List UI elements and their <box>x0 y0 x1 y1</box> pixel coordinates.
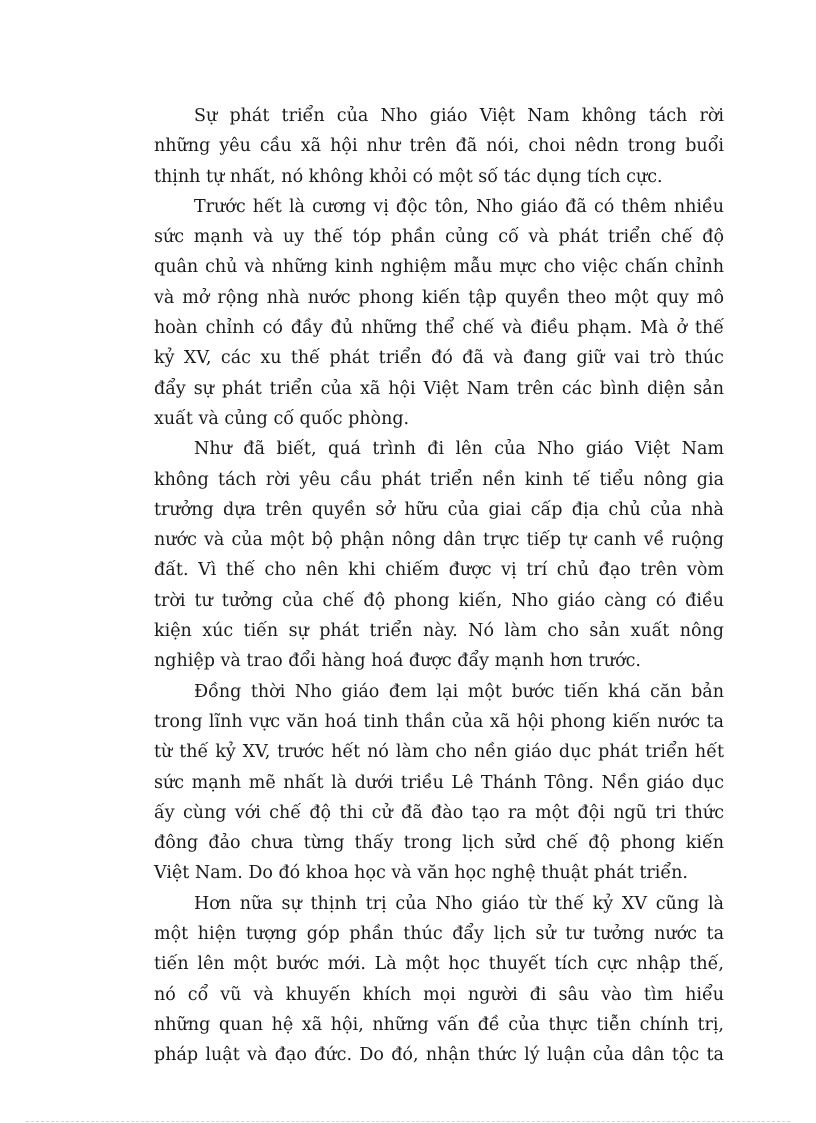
text-line: hoàn chỉnh có đầy đủ những thể chế và điều phạm. Mà ở thế <box>154 318 724 339</box>
paragraph-5 <box>154 889 724 1071</box>
text-line: pháp luật và đạo đức. Do đó, nhận thức lý luận của dân tộc ta <box>154 1045 724 1066</box>
paragraph-1 <box>154 101 724 192</box>
text-line: Việt Nam. Do đó khoa học và văn học nghệ thuật phát triển. <box>154 863 688 884</box>
text-line: ấy cùng với chế độ thi cử đã đào tạo ra một đội ngũ tri thức <box>154 802 724 823</box>
text-line: những quan hệ xã hội, những vấn đề của thực tiễn chính trị, <box>154 1014 724 1035</box>
text-line: và mở rộng nhà nước phong kiến tập quyền theo một quy mô <box>154 287 724 308</box>
text-line: sức mạnh và uy thế tóp phần củng cố và phát triển chế độ <box>154 227 724 248</box>
text-line: đất. Vì thế cho nên khi chiếm được vị trí chủ đạo trên vòm <box>154 560 724 581</box>
text-line: đẩy sự phát triển của xã hội Việt Nam trên các bình diện sản <box>154 378 724 399</box>
text-line: nghiệp và trao đổi hàng hoá được đẩy mạnh hơn trước. <box>154 651 641 672</box>
paragraph-3 <box>154 434 724 676</box>
text-line: tiến lên một bước mới. Là một học thuyết tích cực nhập thế, <box>154 954 724 975</box>
text-line: từ thế kỷ XV, trước hết nó làm cho nền giáo dục phát triển hết <box>154 742 724 763</box>
text-line: thịnh tự nhất, nó không khỏi có một số tác dụng tích cực. <box>154 166 663 187</box>
text-line: kỷ XV, các xu thế phát triển đó đã và đang giữ vai trò thúc <box>154 348 724 369</box>
page-bottom-border <box>26 1121 790 1122</box>
paragraph-2 <box>154 192 724 434</box>
text-line: trong lĩnh vực văn hoá tinh thần của xã hội phong kiến nước ta <box>154 711 724 732</box>
text-line: xuất và củng cố quốc phòng. <box>154 408 410 429</box>
text-line: Đồng thời Nho giáo đem lại một bước tiến khá căn bản <box>194 681 724 702</box>
text-line: sức mạnh mẽ nhất là dưới triều Lê Thánh Tông. Nền giáo dục <box>154 772 724 793</box>
text-line: đông đảo chưa từng thấy trong lịch sửd chế độ phong kiến <box>154 833 724 854</box>
text-line: nó cổ vũ và khuyến khích mọi người đi sâu vào tìm hiểu <box>154 984 724 1005</box>
text-line: Như đã biết, quá trình đi lên của Nho giáo Việt Nam <box>194 439 724 460</box>
text-line: kiện xúc tiến sự phát triển này. Nó làm cho sản xuất nông <box>154 621 724 642</box>
text-line: một hiện tượng góp phần thúc đẩy lịch sử tư tưởng nước ta <box>154 924 724 945</box>
text-line: trưởng dựa trên quyền sở hữu của giai cấp địa chủ của nhà <box>154 499 724 520</box>
text-line: Hơn nữa sự thịnh trị của Nho giáo từ thế kỷ XV cũng là <box>194 893 724 914</box>
body-text <box>154 101 724 1071</box>
text-line: nước và của một bộ phận nông dân trực tiếp tự canh về ruộng <box>154 530 724 551</box>
text-line: Trước hết là cương vị độc tôn, Nho giáo đã có thêm nhiều <box>194 196 724 217</box>
text-line: Sự phát triển của Nho giáo Việt Nam không tách rời <box>194 106 724 126</box>
paragraph-4 <box>154 677 724 889</box>
text-line: những yêu cầu xã hội như trên đã nói, choi nêdn trong buổi <box>154 136 724 157</box>
text-line: không tách rời yêu cầu phát triển nền kinh tế tiểu nông gia <box>154 469 724 490</box>
text-line: quân chủ và những kinh nghiệm mẫu mực cho việc chấn chỉnh <box>154 257 724 278</box>
text-line: trời tư tưởng của chế độ phong kiến, Nho giáo càng có điều <box>154 590 724 611</box>
